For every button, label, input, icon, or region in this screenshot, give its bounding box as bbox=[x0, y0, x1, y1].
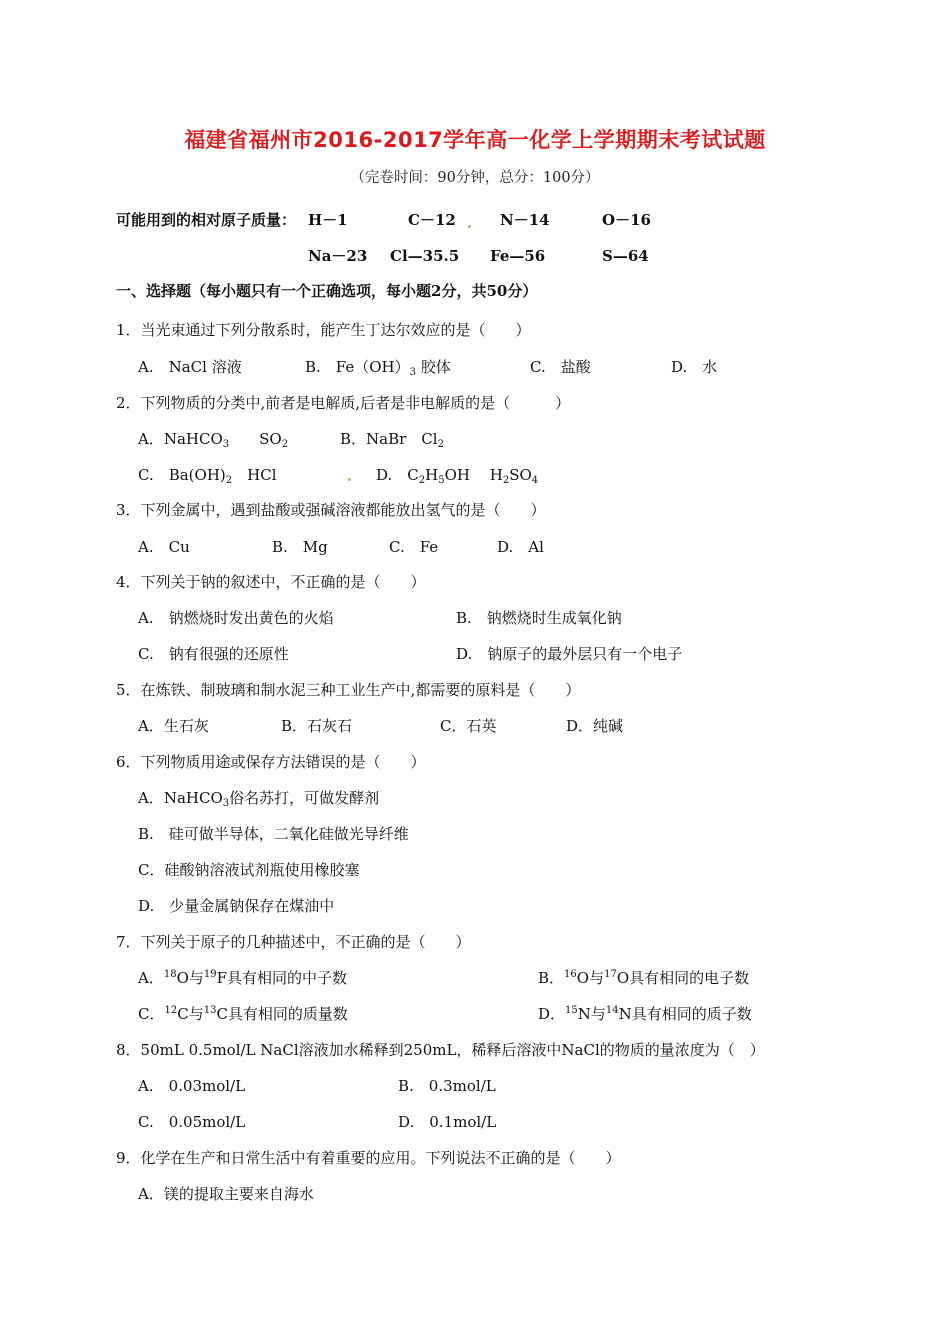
question-9-stem: 9．化学在生产和日常生活中有着重要的应用。下列说法不正确的是（ ） bbox=[116, 1149, 621, 1167]
q2-option-b: B．NaBr $Cl_2$ bbox=[340, 430, 444, 450]
atomic-mass-h: H－1 bbox=[308, 211, 348, 229]
atomic-mass-o: O－16 bbox=[602, 211, 651, 229]
q8-option-a: A. 0.03mol/L bbox=[138, 1077, 246, 1095]
q8-option-c: C. 0.05mol/L bbox=[138, 1113, 246, 1131]
q5-option-a: A．生石灰 bbox=[138, 717, 209, 735]
q3-option-c: C. Fe bbox=[389, 538, 439, 556]
q3-option-d: D. Al bbox=[497, 538, 544, 556]
question-3-stem: 3．下列金属中，遇到盐酸或强碱溶液都能放出氢气的是（ ） bbox=[116, 501, 546, 519]
q4-option-b: B. 钠燃烧时生成氧化钠 bbox=[456, 609, 622, 627]
q1-option-a: A. NaCl 溶液 bbox=[138, 358, 242, 376]
q4-option-c: C. 钠有很强的还原性 bbox=[138, 645, 289, 663]
question-7-stem: 7．下列关于原子的几种描述中，不正确的是（ ） bbox=[116, 933, 471, 951]
speck-mark bbox=[468, 225, 471, 228]
q6-option-b: B. 硅可做半导体，二氧化硅做光导纤维 bbox=[138, 825, 409, 843]
atomic-mass-cl: Cl—35.5 bbox=[390, 247, 460, 265]
atomic-mass-n: N－14 bbox=[500, 211, 550, 229]
q8-option-d: D. 0.1mol/L bbox=[398, 1113, 497, 1131]
exam-duration: （完卷时间：90分钟，总分：100分） bbox=[350, 170, 600, 186]
section-heading-choice: 一、选择题（每小题只有一个正确选项，每小题2分，共50分） bbox=[116, 282, 538, 300]
q4-option-a: A. 钠燃烧时发出黄色的火焰 bbox=[138, 609, 334, 627]
q1-option-d: D. 水 bbox=[671, 358, 718, 376]
atomic-mass-label: 可能用到的相对原子质量： bbox=[116, 211, 297, 229]
atomic-mass-na: Na－23 bbox=[308, 247, 368, 265]
atomic-mass-fe: Fe—56 bbox=[490, 247, 546, 265]
atomic-mass-s: S—64 bbox=[602, 247, 649, 265]
q6-option-c: C．硅酸钠溶液试剂瓶使用橡胶塞 bbox=[138, 861, 360, 879]
q2-option-d: D. $C_2H_5OH$ $H_2SO_4$ bbox=[376, 466, 539, 486]
q8-option-b: B. 0.3mol/L bbox=[398, 1077, 496, 1095]
q7-option-b: B．$^{16}$O与$^{17}$O具有相同的电子数 bbox=[538, 969, 750, 987]
q7-option-d: D．$^{15}$N与$^{14}$N具有相同的质子数 bbox=[538, 1005, 752, 1023]
question-4-stem: 4．下列关于钠的叙述中，不正确的是（ ） bbox=[116, 573, 426, 591]
q5-option-d: D．纯碱 bbox=[566, 717, 624, 735]
q4-option-d: D. 钠原子的最外层只有一个电子 bbox=[456, 645, 683, 663]
question-8-stem: 8．50mL 0.5mol/L NaCl溶液加水稀释到250mL，稀释后溶液中NaCl的物质的量浓度为（ ） bbox=[116, 1041, 765, 1059]
atomic-mass-c: C－12 bbox=[408, 211, 456, 229]
question-6-stem: 6．下列物质用途或保存方法错误的是（ ） bbox=[116, 753, 426, 771]
speck-mark bbox=[348, 478, 351, 481]
q3-option-a: A. Cu bbox=[138, 538, 190, 556]
q1-option-c: C. 盐酸 bbox=[530, 358, 591, 376]
q6-option-a: A．NaHCO$_3$俗名苏打，可做发酵剂 bbox=[138, 789, 380, 809]
question-1-stem: 1．当光束通过下列分散系时，能产生丁达尔效应的是（ ） bbox=[116, 321, 531, 339]
exam-title: 福建省福州市2016-2017学年高一化学上学期期末考试试题 bbox=[184, 128, 766, 152]
question-2-stem: 2．下列物质的分类中,前者是电解质,后者是非电解质的是（ ） bbox=[116, 394, 571, 412]
q2-option-c: C. $Ba(OH)_2$ HCl bbox=[138, 466, 277, 486]
q7-option-a: A．$^{18}$O与$^{19}$F具有相同的中子数 bbox=[138, 969, 348, 987]
q3-option-b: B. Mg bbox=[272, 538, 328, 556]
q5-option-b: B．石灰石 bbox=[281, 717, 353, 735]
q2-option-a: A．NaHCO$_3$ $SO_2$ bbox=[138, 430, 289, 450]
q9-option-a: A．镁的提取主要来自海水 bbox=[138, 1185, 314, 1203]
q1-option-b: B. $Fe(OH)_3$ 胶体 bbox=[305, 358, 451, 378]
q7-option-c: C．$^{12}$C与$^{13}$C具有相同的质量数 bbox=[138, 1005, 348, 1023]
q6-option-d: D. 少量金属钠保存在煤油中 bbox=[138, 897, 335, 915]
q5-option-c: C．石英 bbox=[440, 717, 497, 735]
question-5-stem: 5．在炼铁、制玻璃和制水泥三种工业生产中,都需要的原料是（ ） bbox=[116, 681, 581, 699]
